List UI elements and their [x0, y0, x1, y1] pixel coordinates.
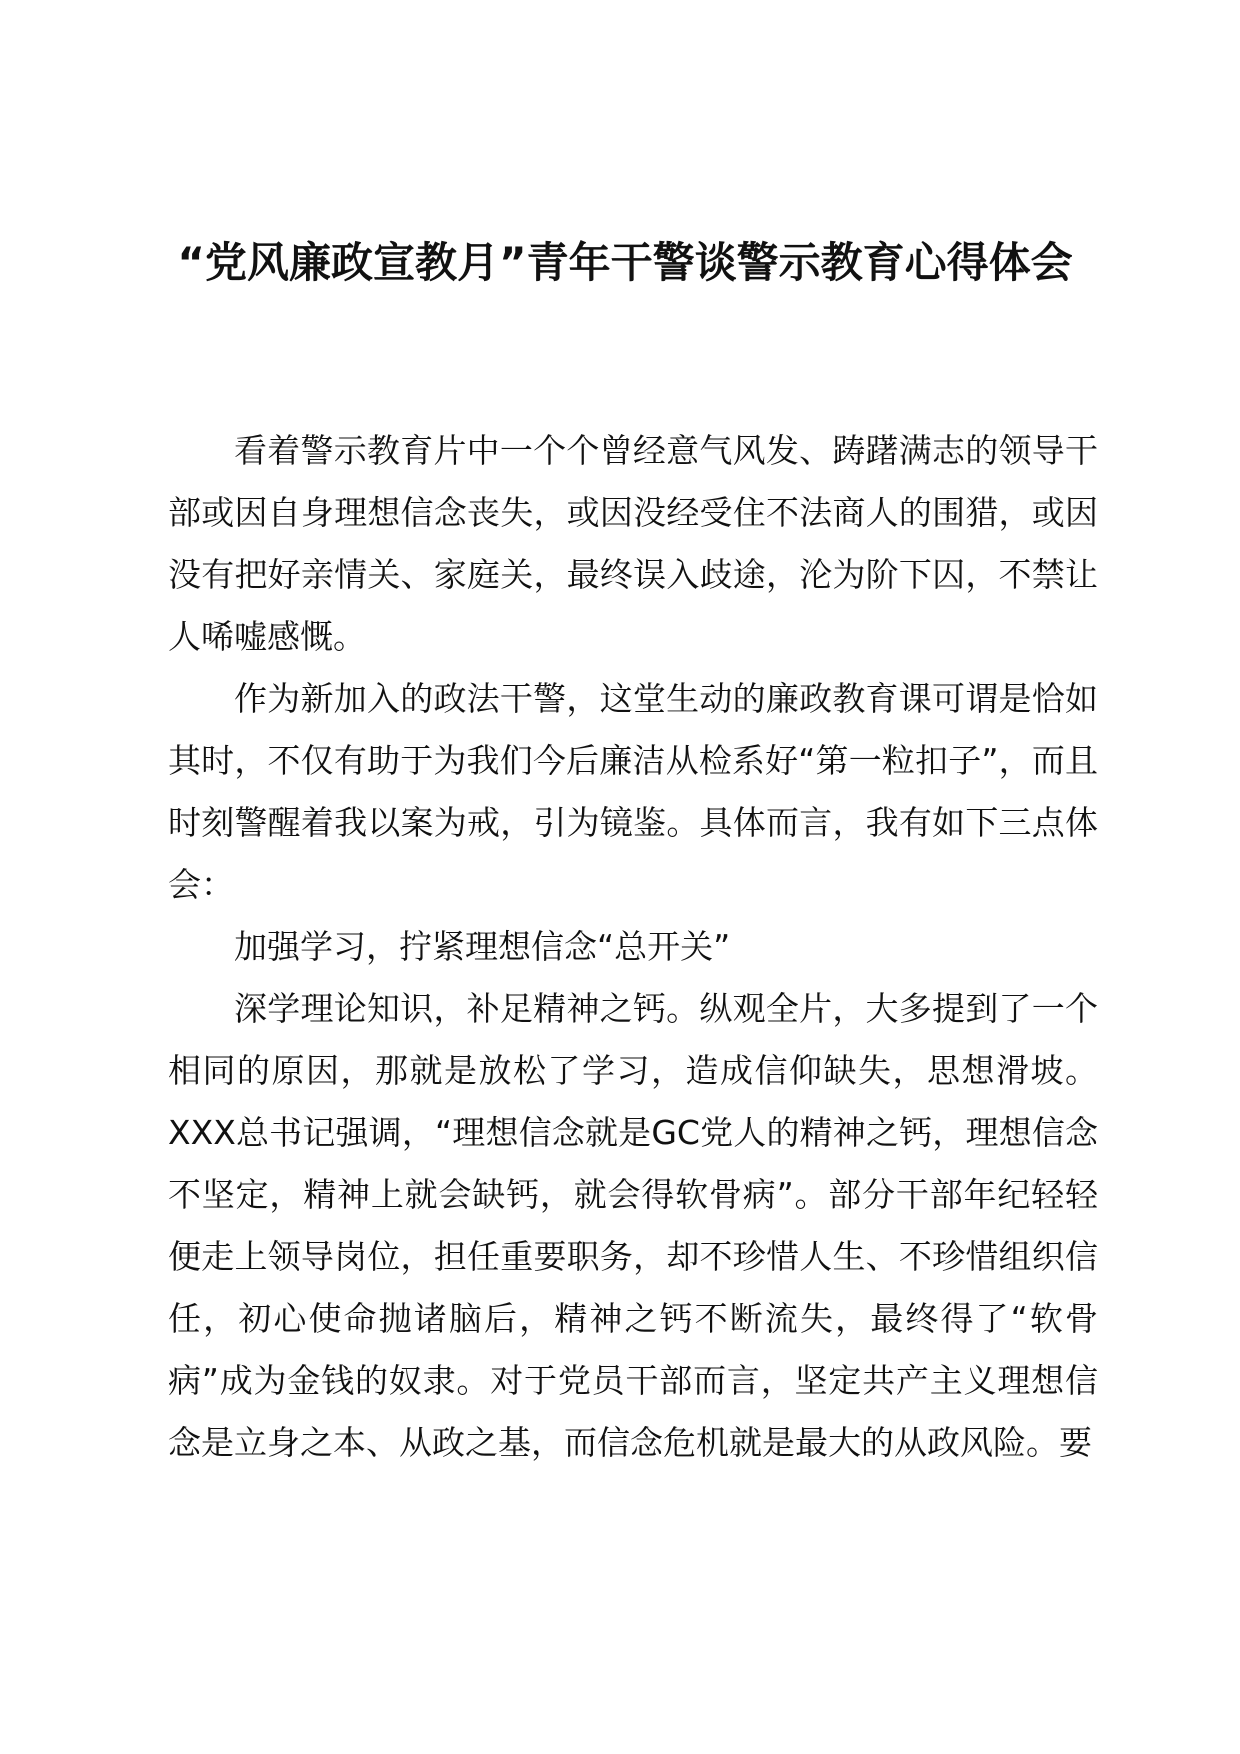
- paragraph-reflection: 作为新加入的政法干警，这堂生动的廉政教育课可谓是恰如其时，不仅有助于为我们今后廉洁从检系好“第一粒扣子”，而且时刻警醒着我以案为戒，引为镜鉴。具体而言，我有如下三点体会：: [168, 679, 1098, 904]
- section-heading: 加强学习，拧紧理想信念“总开关”: [234, 927, 731, 966]
- paragraph-intro: 看着警示教育片中一个个曾经意气风发、踌躇满志的领导干部或因自身理想信念丧失，或因没经受住不法商人的围猎，或因没有把好亲情关、家庭关，最终误入歧途，沦为阶下囚，不禁让人唏嘘感慨。: [168, 431, 1098, 656]
- document-body: [168, 420, 1098, 1474]
- document-title: “党风廉政宣教月”青年干警谈警示教育心得体会: [177, 238, 1073, 287]
- paragraph-study: 深学理论知识，补足精神之钙。纵观全片，大多提到了一个相同的原因，那就是放松了学习，造成信仰缺失，思想滑坡。XXX总书记强调，“理想信念就是GC党人的精神之钙，理想信念不坚定，精神上就会缺钙，就会得软骨病”。部分干部年纪轻轻便走上领导岗位，担任重要职务，却不珍惜人生、不珍惜组织信任，初心使命抛诸脑后，精神之钙不断流失，最终得了“软骨病”成为金钱的奴隶。对于党员干部而言，坚定共产主义理想信念是立身之本、从政之基，而信念危机就是最大的从政风险。要: [168, 989, 1098, 1462]
